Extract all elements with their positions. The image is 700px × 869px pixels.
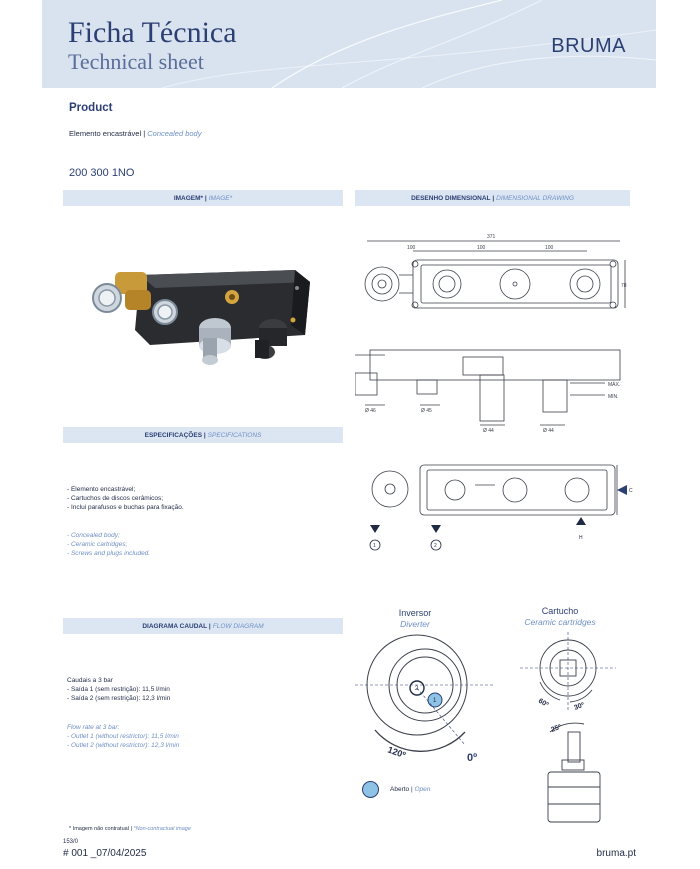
open-legend-swatch bbox=[362, 781, 379, 798]
open-legend-pt: Aberto bbox=[390, 786, 410, 793]
open-legend-en: Open bbox=[414, 786, 431, 793]
flow-item-en: - Outlet 2 (without restrictor): 12,3 l/min bbox=[67, 742, 180, 749]
band-flow-diagram: DIAGRAMA CAUDAL | FLOW DIAGRAM bbox=[63, 618, 343, 634]
website-link[interactable]: bruma.pt bbox=[596, 848, 636, 859]
flow-item-en: - Outlet 1 (without restrictor): 11,5 l/min bbox=[67, 733, 179, 740]
header-banner bbox=[42, 0, 656, 88]
flow-en bbox=[67, 723, 179, 750]
band-specs-pt: ESPECIFICAÇÕES bbox=[144, 431, 203, 439]
band-specifications: ESPECIFICAÇÕES | SPECIFICATIONS bbox=[63, 427, 343, 443]
cartridge-angle-30: 30º bbox=[573, 701, 586, 712]
band-image: IMAGEM* | IMAGE* bbox=[63, 190, 343, 206]
band-flow-en: FLOW DIAGRAM bbox=[212, 622, 264, 630]
dim-diameter-4: Ø 44 bbox=[543, 428, 554, 434]
cartridge-angle-25: 25º bbox=[550, 723, 563, 734]
band-image-en: IMAGE* bbox=[208, 194, 233, 202]
band-image-pt: IMAGEM* bbox=[173, 194, 204, 202]
spec-item-en: - Concealed body; bbox=[67, 532, 120, 539]
outlet-2-label: 2 bbox=[434, 543, 437, 549]
cartridge-title: Cartucho bbox=[541, 606, 579, 616]
product-type-pt: Elemento encastrável bbox=[69, 129, 142, 138]
specs-pt bbox=[67, 485, 184, 512]
spec-item-en: - Screws and plugs included. bbox=[67, 550, 151, 557]
flow-item: - Saída 2 (sem restrição): 12,3 l/min bbox=[67, 695, 171, 702]
flow-pt bbox=[67, 676, 170, 703]
product-type: Elemento encastrável | Concealed body bbox=[69, 129, 202, 138]
installation-drawing bbox=[355, 455, 635, 555]
sheet-title: Ficha Técnica bbox=[68, 16, 237, 49]
specs-en bbox=[67, 531, 150, 558]
dim-spacing-1: 100 bbox=[407, 245, 416, 251]
cartridge-angle-60: 60º bbox=[537, 697, 550, 709]
band-drawing-pt: DESENHO DIMENSIONAL bbox=[411, 194, 491, 202]
footnote-pt: * Imagem não contratual bbox=[69, 826, 129, 832]
brand-logo: BRUMA bbox=[551, 35, 626, 57]
band-drawing: DESENHO DIMENSIONAL | DIMENSIONAL DRAWING bbox=[355, 190, 630, 206]
product-type-en: Concealed body bbox=[147, 129, 202, 138]
arrow-cold-label: C bbox=[629, 488, 633, 494]
band-specs-en: SPECIFICATIONS bbox=[207, 431, 262, 439]
diverter-title: Inversor bbox=[398, 608, 432, 618]
arrow-hot-label: H bbox=[579, 535, 583, 541]
spec-item-en: - Ceramic cartridges; bbox=[67, 541, 128, 548]
dim-max: MÁX. bbox=[608, 382, 621, 388]
flow-item-en: Flow rate at 3 bar: bbox=[67, 724, 120, 731]
product-code: 200 300 1NO bbox=[69, 167, 135, 179]
dim-height: 78 bbox=[621, 283, 627, 289]
dimensional-drawing bbox=[355, 225, 635, 435]
dim-min: MIN. bbox=[608, 394, 619, 400]
flow-item: Caudais a 3 bar bbox=[67, 677, 113, 684]
footnote-en: *Non-contractual image bbox=[133, 826, 191, 832]
open-legend-label: Aberto | Open bbox=[390, 786, 431, 793]
band-drawing-en: DIMENSIONAL DRAWING bbox=[496, 194, 574, 202]
dim-diameter-2: Ø 45 bbox=[421, 408, 432, 414]
dim-diameter-1: Ø 46 bbox=[365, 408, 376, 414]
product-image bbox=[85, 240, 325, 380]
spec-item: - Inclui parafusos e buchas para fixação. bbox=[67, 504, 184, 511]
dim-total: 371 bbox=[487, 234, 496, 240]
cartridge-subtitle: Ceramic cartridges bbox=[524, 617, 596, 627]
flow-item: - Saída 1 (sem restrição): 11,5 l/min bbox=[67, 686, 170, 693]
footnote: * Imagem não contratual | *Non-contractual image bbox=[69, 826, 191, 832]
document-number: 153/0 bbox=[63, 839, 79, 845]
sheet-subtitle: Technical sheet bbox=[68, 49, 204, 74]
diverter-angle: 120º bbox=[386, 744, 407, 761]
dim-spacing-3: 100 bbox=[545, 245, 554, 251]
spec-item: - Elemento encastrável; bbox=[67, 486, 136, 493]
dim-diameter-3: Ø 44 bbox=[483, 428, 494, 434]
spec-item: - Cartuchos de discos cerâmicos; bbox=[67, 495, 164, 502]
band-flow-pt: DIAGRAMA CAUDAL bbox=[142, 622, 208, 630]
svg-text:1: 1 bbox=[433, 698, 437, 704]
product-label: Product bbox=[69, 102, 113, 114]
diverter-diagram bbox=[355, 630, 505, 770]
cartridge-diagram bbox=[520, 632, 620, 832]
diverter-zero: 0º bbox=[467, 752, 478, 764]
outlet-1-label: 1 bbox=[373, 543, 376, 549]
svg-text:2: 2 bbox=[415, 686, 419, 692]
dim-spacing-2: 100 bbox=[477, 245, 486, 251]
diverter-subtitle: Diverter bbox=[400, 619, 430, 629]
document-date: # 001 _07/04/2025 bbox=[63, 848, 147, 859]
